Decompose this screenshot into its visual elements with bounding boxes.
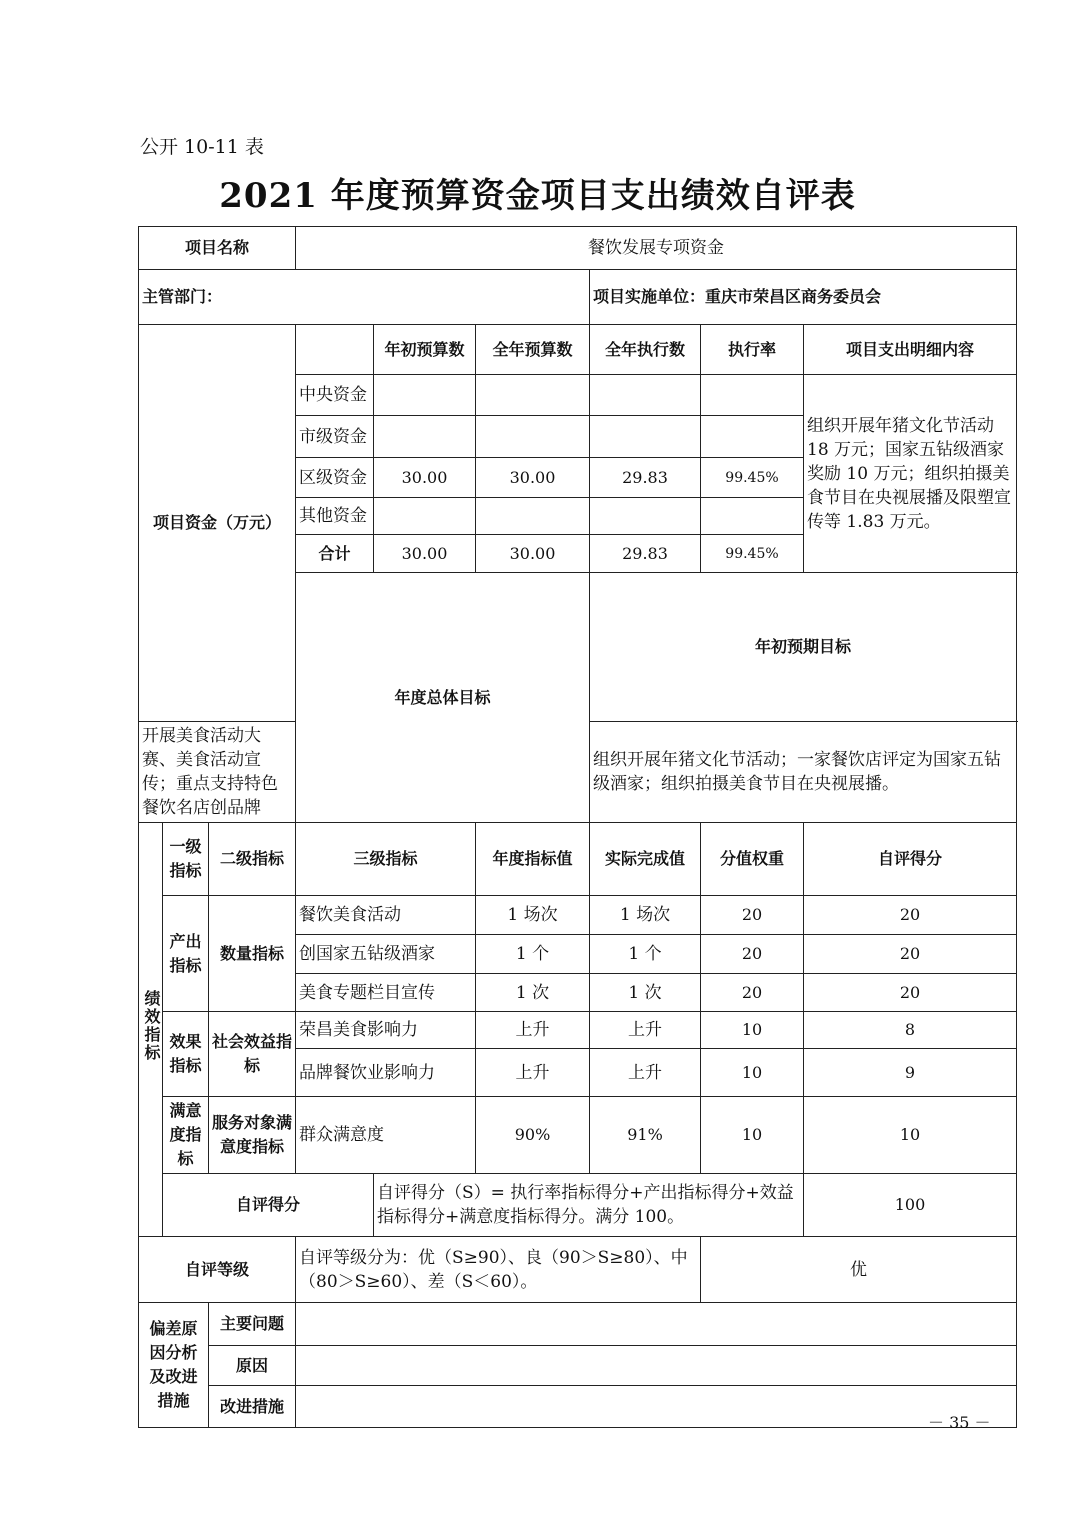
funds-label: 项目资金（万元） [139, 325, 296, 722]
indicators-header-level1: 一级指标 [163, 823, 209, 896]
funds-header-annual: 全年预算数 [476, 325, 590, 375]
funds-row-annual: 30.00 [476, 458, 590, 498]
indicator-actual: 1 个 [590, 935, 701, 974]
funds-row-name: 中央资金 [296, 375, 374, 416]
funds-row-annual [476, 416, 590, 458]
project-name-label: 项目名称 [139, 227, 296, 270]
funds-total-name: 合计 [296, 535, 374, 573]
indicator-score: 9 [804, 1049, 1017, 1097]
indicator-actual: 1 场次 [590, 896, 701, 935]
self-grade-rule: 自评等级分为：优（S≥90）、良（90＞S≥80）、中（80＞S≥60）、差（S＜60）。 [296, 1237, 701, 1303]
indicator-actual: 上升 [590, 1012, 701, 1049]
form-number: 公开 10-11 表 [140, 136, 264, 158]
indicator-score: 20 [804, 896, 1017, 935]
deviation-item-value [296, 1386, 1017, 1428]
indicator-name: 品牌餐饮业影响力 [296, 1049, 476, 1097]
funds-row-rate: 99.45% [701, 458, 804, 498]
goals-expected: 开展美食活动大赛、美食活动宣传；重点支持特色餐饮名店创品牌 [139, 722, 296, 823]
output-level2: 数量指标 [209, 896, 296, 1012]
indicator-name: 创国家五钻级酒家 [296, 935, 476, 974]
funds-row-name: 其他资金 [296, 498, 374, 535]
implementing-unit: 项目实施单位：重庆市荣昌区商务委员会 [590, 270, 1017, 325]
goals-label: 年度总体目标 [296, 573, 590, 823]
self-score-full: 100 [804, 1174, 1017, 1237]
goals-actual: 组织开展年猪文化节活动；一家餐饮店评定为国家五钻级酒家；组织拍摄美食节目在央视展播。 [590, 722, 1017, 823]
indicator-actual: 1 次 [590, 974, 701, 1012]
indicator-name: 美食专题栏目宣传 [296, 974, 476, 1012]
self-score-formula: 自评得分（S）= 执行率指标得分+产出指标得分+效益指标得分+满意度指标得分。满分 100。 [374, 1174, 804, 1237]
deviation-item-label: 改进措施 [209, 1386, 296, 1428]
funds-total-annual: 30.00 [476, 535, 590, 573]
indicators-header-score: 自评得分 [804, 823, 1017, 896]
self-grade-label: 自评等级 [139, 1237, 296, 1303]
funds-row-rate [701, 498, 804, 535]
deviation-item-label: 原因 [209, 1346, 296, 1386]
funds-header-blank [296, 325, 374, 375]
funds-total-rate: 99.45% [701, 535, 804, 573]
funds-header-rate: 执行率 [701, 325, 804, 375]
indicator-actual: 上升 [590, 1049, 701, 1097]
funds-header-initial: 年初预算数 [374, 325, 476, 375]
indicator-actual: 91% [590, 1097, 701, 1174]
deviation-item-label: 主要问题 [209, 1303, 296, 1346]
indicators-header-weight: 分值权重 [701, 823, 804, 896]
funds-row-rate [701, 375, 804, 416]
indicator-target: 90% [476, 1097, 590, 1174]
deviation-item-value [296, 1346, 1017, 1386]
indicator-score: 10 [804, 1097, 1017, 1174]
funds-row-initial [374, 416, 476, 458]
indicator-weight: 20 [701, 896, 804, 935]
effect-level2: 社会效益指标 [209, 1012, 296, 1097]
self-grade-value: 优 [701, 1237, 1017, 1303]
deviation-label: 偏差原因分析及改进措施 [139, 1303, 209, 1428]
funds-total-initial: 30.00 [374, 535, 476, 573]
funds-row-name: 区级资金 [296, 458, 374, 498]
funds-row-annual [476, 498, 590, 535]
funds-row-executed [590, 416, 701, 458]
funds-row-annual [476, 375, 590, 416]
indicator-weight: 10 [701, 1049, 804, 1097]
indicator-target: 1 个 [476, 935, 590, 974]
page-title: 2021 年度预算资金项目支出绩效自评表 [219, 176, 856, 216]
funds-total-executed: 29.83 [590, 535, 701, 573]
funds-detail: 组织开展年猪文化节活动 18 万元；国家五钻级酒家奖励 10 万元；组织拍摄美食节目在央视展播及限塑宣传等 1.83 万元。 [804, 375, 1017, 573]
indicator-target: 上升 [476, 1049, 590, 1097]
satisfaction-level2: 服务对象满意度指标 [209, 1097, 296, 1174]
funds-row-executed: 29.83 [590, 458, 701, 498]
indicator-target: 上升 [476, 1012, 590, 1049]
evaluation-table [138, 226, 1017, 1428]
output-level1: 产出指标 [163, 896, 209, 1012]
indicator-weight: 10 [701, 1012, 804, 1049]
indicator-weight: 20 [701, 974, 804, 1012]
indicators-header-level2: 二级指标 [209, 823, 296, 896]
indicator-name: 餐饮美食活动 [296, 896, 476, 935]
supervising-dept: 主管部门： [139, 270, 590, 325]
indicator-score: 20 [804, 935, 1017, 974]
goals-expected-header: 年初预期目标 [590, 573, 1017, 722]
indicator-target: 1 次 [476, 974, 590, 1012]
indicator-weight: 10 [701, 1097, 804, 1174]
funds-row-rate [701, 416, 804, 458]
indicators-side-label-text: 绩效指标 [142, 990, 161, 1062]
indicator-score: 20 [804, 974, 1017, 1012]
indicators-side-label [139, 823, 163, 1237]
funds-row-initial [374, 498, 476, 535]
funds-row-executed [590, 498, 701, 535]
funds-row-initial: 30.00 [374, 458, 476, 498]
indicator-name: 荣昌美食影响力 [296, 1012, 476, 1049]
self-score-label: 自评得分 [163, 1174, 374, 1237]
indicator-score: 8 [804, 1012, 1017, 1049]
indicators-header-actual: 实际完成值 [590, 823, 701, 896]
funds-header-executed: 全年执行数 [590, 325, 701, 375]
funds-row-name: 市级资金 [296, 416, 374, 458]
indicator-name: 群众满意度 [296, 1097, 476, 1174]
funds-header-detail: 项目支出明细内容 [804, 325, 1017, 375]
indicator-weight: 20 [701, 935, 804, 974]
satisfaction-level1: 满意度指标 [163, 1097, 209, 1174]
indicators-header-level3: 三级指标 [296, 823, 476, 896]
effect-level1: 效果指标 [163, 1012, 209, 1097]
funds-row-executed [590, 375, 701, 416]
indicator-target: 1 场次 [476, 896, 590, 935]
indicators-header-target: 年度指标值 [476, 823, 590, 896]
page-number: － 35 － [928, 1413, 991, 1432]
project-name-value: 餐饮发展专项资金 [296, 227, 1017, 270]
deviation-item-value [296, 1303, 1017, 1346]
funds-row-initial [374, 375, 476, 416]
